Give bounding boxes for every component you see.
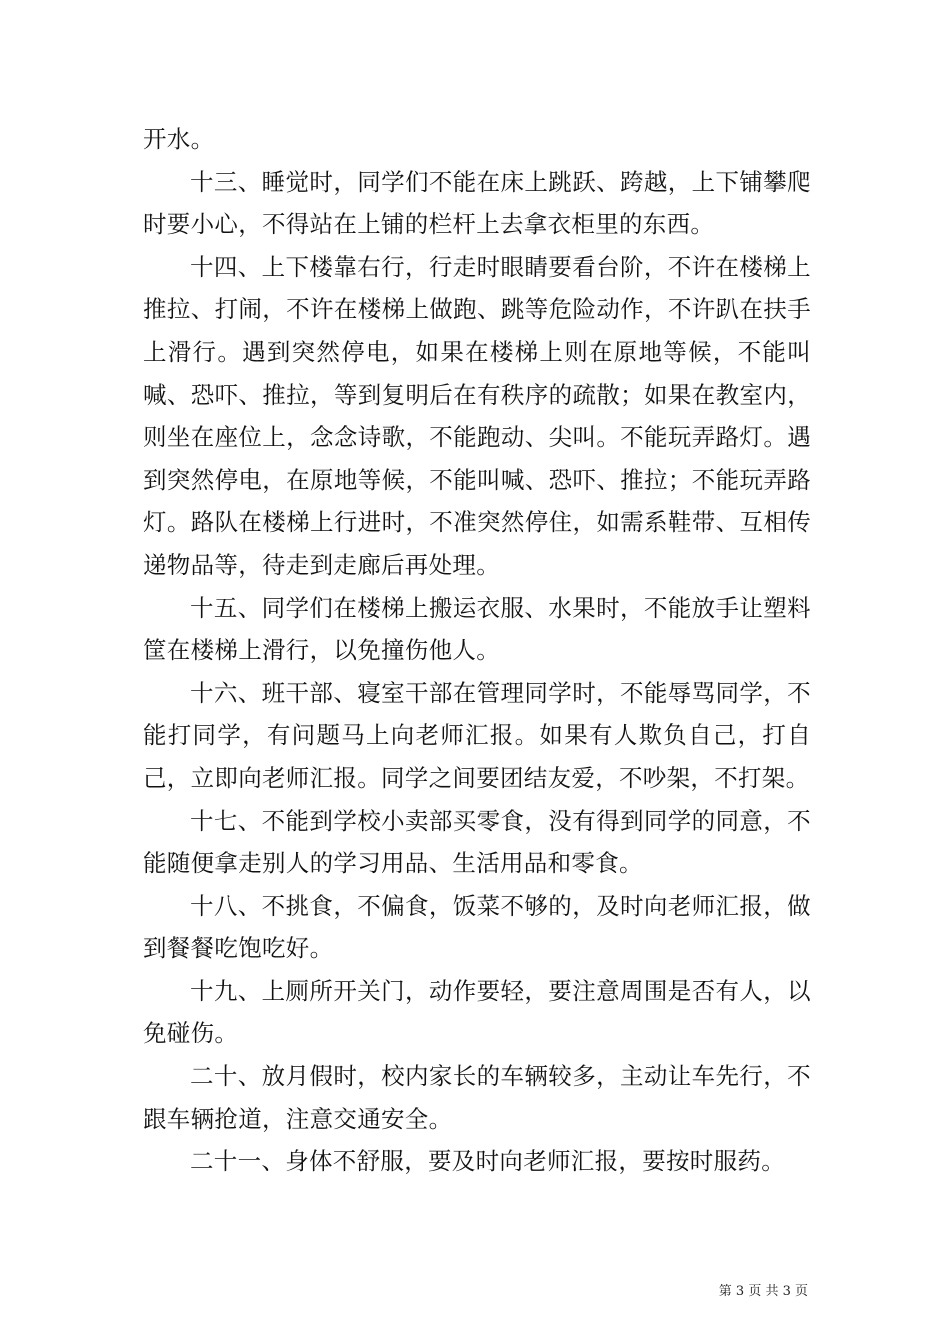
paragraph-13: 十三、睡觉时，同学们不能在床上跳跃、跨越，上下铺攀爬时要小心，不得站在上铺的栏杆上去拿衣柜里的东西。 [143,167,811,239]
paragraph-18: 十八、不挑食，不偏食，饭菜不够的，及时向老师汇报，做到餐餐吃饱吃好。 [143,891,811,963]
paragraph-20: 二十、放月假时，校内家长的车辆较多，主动让车先行，不跟车辆抢道，注意交通安全。 [143,1062,811,1133]
continuation-paragraph: 开水。 [143,125,215,153]
paragraph-15: 十五、同学们在楼梯上搬运衣服、水果时，不能放手让塑料筐在楼梯上滑行，以免撞伤他人。 [143,593,811,665]
document-body [143,118,811,1183]
paragraph-19: 十九、上厕所开关门，动作要轻，要注意周围是否有人，以免碰伤。 [143,976,811,1048]
page-number: 第 3 页 共 3 页 [718,1284,808,1299]
paragraph-17: 十七、不能到学校小卖部买零食，没有得到同学的同意，不能随便拿走别人的学习用品、生活用品和零食。 [143,806,811,878]
paragraph-14: 十四、上下楼靠右行，行走时眼睛要看台阶，不许在楼梯上推拉、打闹，不许在楼梯上做跑、跳等危险动作，不许趴在扶手上滑行。遇到突然停电，如果在楼梯上则在原地等候，不能叫喊、恐吓、推拉，等到复明后在有秩序的疏散；如果在教室内，则坐在座位上，念念诗歌，不能跑动、尖叫。不能玩弄路灯。遇到突然停电，在原地等候，不能叫喊、恐吓、推拉；不能玩弄路灯。路队在楼梯上行进时，不准突然停住，如需系鞋带、互相传递物品等，待走到走廊后再处理。 [143,252,811,579]
paragraph-21: 二十一、身体不舒服，要及时向老师汇报，要按时服药。 [190,1147,785,1176]
paragraph-16: 十六、班干部、寝室干部在管理同学时，不能辱骂同学，不能打同学，有问题马上向老师汇报。如果有人欺负自己，打自己，立即向老师汇报。同学之间要团结友爱，不吵架，不打架。 [143,678,811,792]
